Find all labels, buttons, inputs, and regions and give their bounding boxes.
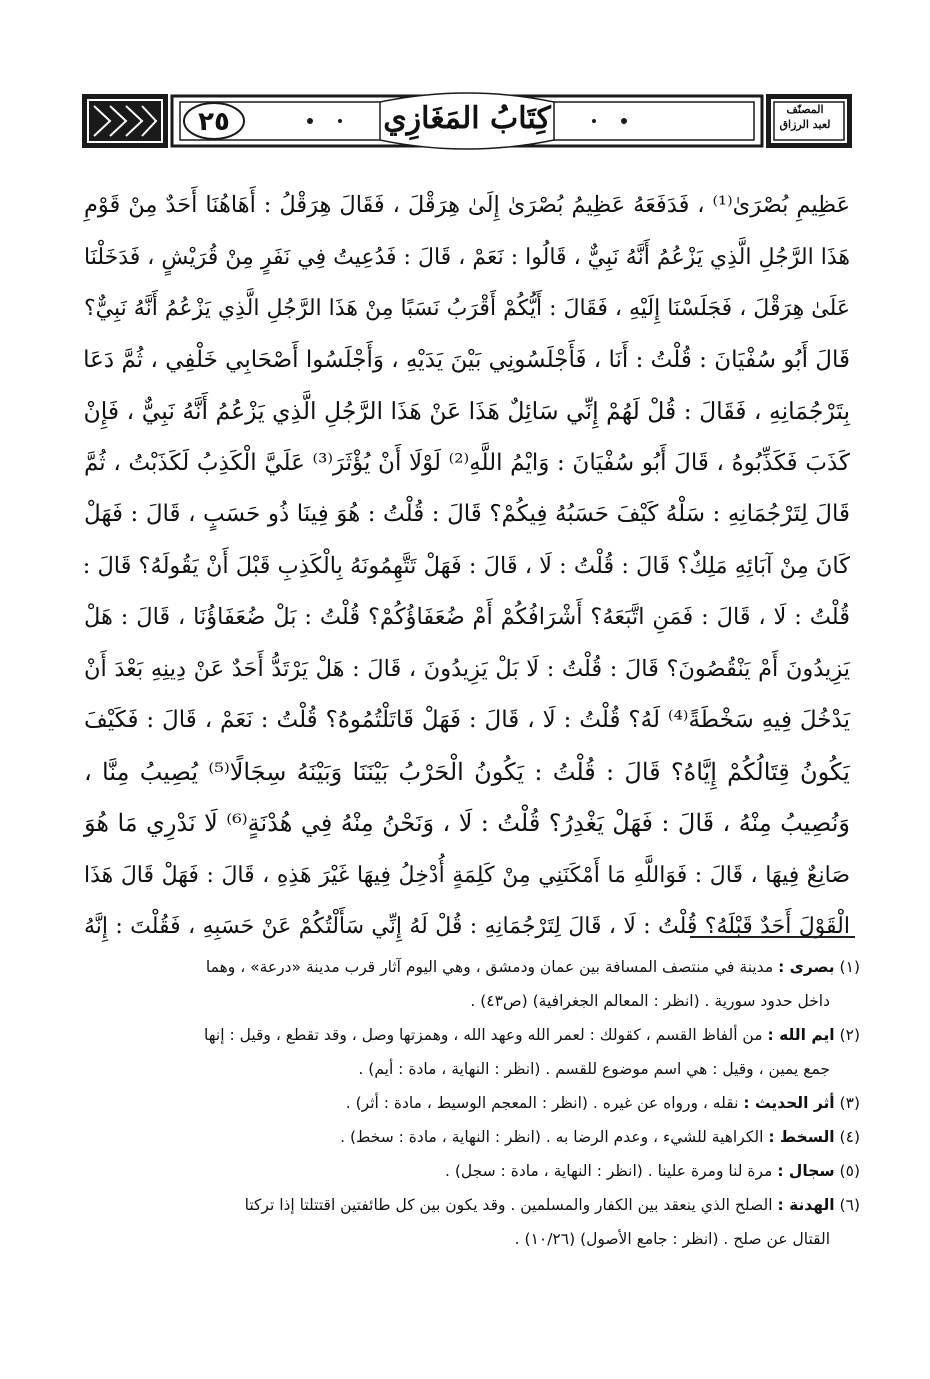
text-line: هَذَا الرَّجُلِ الَّذِي يَزْعُمُ أَنَّهُ نَبِيٌّ ، قَالُوا : نَعَمْ ، قَالَ : فَدُعِيتُ فِي نَفَرٍ مِنْ قُرَيْشٍ ، فَدَخَلْنَا	[84, 244, 850, 270]
footnote-text: جمع يمين ، وقيل : هي اسم موضوع للقسم . (انظر : النهاية ، مادة : أيم) .	[358, 1060, 830, 1078]
footnote	[90, 1018, 860, 1086]
footnote-line	[90, 950, 860, 984]
emblem-line-2: لعبد الرزاق	[779, 118, 831, 131]
footnote-text: من ألفاظ القسم ، كقولك : لعمر الله وعهد الله ، وهمزتها وصل ، وقد تقطع ، وقيل : إنها	[204, 1026, 763, 1044]
text-line: كَانَ مِنْ آبَائِهِ مَلِكٌ؟ قَالَ : قُلْتُ : لَا ، قَالَ : فَهَلْ تَتَّهِمُونَهُ بِالْكَذِبِ قَبْلَ أَنْ يَقُولَهُ؟ قَالَ :	[82, 552, 850, 579]
footnote-line	[90, 1222, 860, 1256]
footnotes	[90, 950, 860, 1256]
footnote-text: مرة لنا ومرة علينا . (انظر : النهاية ، مادة : سجل) .	[444, 1162, 773, 1180]
footnote-number: (٤)	[839, 1128, 860, 1146]
footnote-text: داخل حدود سورية . (انظر : المعالم الجغرافية) (ص٤٣) .	[470, 992, 830, 1010]
text-line: يَزِيدُونَ أَمْ يَنْقُصُونَ؟ قَالَ : قُلْتُ : لَا بَلْ يَزِيدُونَ ، قَالَ : هَلْ يَرْتَدُّ أَحَدٌ عَنْ دِينِهِ بَعْدَ أَنْ	[84, 655, 850, 682]
text-line: قَالَ لِتَرْجُمَانِهِ : سَلْهُ كَيْفَ حَسَبُهُ فِيكُمْ؟ قَالَ : قُلْتُ : هُوَ فِينَا ذُو حَسَبٍ ، قَالَ : فَهَلْ	[84, 501, 850, 527]
text-line: الْقَوْلَ أَحَدٌ قَبْلَهُ؟ قُلْتُ : لَا ، قَالَ لِتَرْجُمَانِهِ : قُلْ لَهُ إِنِّي سَأَلْتُكُمْ عَنْ حَسَبِهِ ، فَقُلْتَ : إِنَّهُ	[84, 914, 850, 939]
footnote-number: (٦)	[839, 1196, 860, 1214]
footnote-text: الكراهية للشيء ، وعدم الرضا به . (انظر : النهاية ، مادة : سخط) .	[340, 1128, 764, 1146]
footnote-divider	[690, 936, 855, 938]
footnote	[90, 1120, 860, 1154]
footnote-number: (١)	[839, 958, 860, 976]
footnote	[90, 1086, 860, 1120]
footnote-term: الهدنة :	[777, 1196, 835, 1214]
footnote-term: السخط :	[768, 1128, 835, 1146]
emblem-line-1: المصنّف	[786, 103, 824, 116]
footnote-term: سجال :	[777, 1162, 835, 1180]
text-line: يَكُونُ قِتَالُكُمْ إِيَّاهُ؟ قَالَ : قُلْتُ : يَكُونُ الْحَرْبُ بَيْنَنَا وَبَيْنَهُ سِجَالًا⁽⁵⁾ يُصِيبُ مِنَّا ،	[84, 757, 850, 786]
text-line: صَانِعٌ فِيهَا ، قَالَ : فَوَاللَّهِ مَا أَمْكَنَنِي مِنْ كَلِمَةٍ أُدْخِلُ فِيهَا غَيْرَ هَذِهِ ، قَالَ : فَهَلْ قَالَ هَذَا	[84, 862, 850, 888]
footnote-term: أثر الحديث :	[743, 1094, 835, 1112]
footnote-term: بصرى :	[778, 958, 835, 976]
text-line: وَنُصِيبُ مِنْهُ ، قَالَ : فَهَلْ يَغْدِرُ؟ قُلْتُ : لَا ، وَنَحْنُ مِنْهُ فِي هُدْنَةٍ⁽⁶⁾ لَا نَدْرِي مَا هُوَ	[84, 809, 850, 837]
text-line: كَذَبَ فَكَذِّبُوهُ ، قَالَ أَبُو سُفْيَانَ : وَايْمُ اللَّهِ⁽²⁾ لَوْلَا أَنْ يُؤْثَرَ⁽³⁾ عَلَيَّ الْكَذِبُ لَكَذَبْتُ ، ثُمَّ	[84, 449, 851, 476]
footnote	[90, 1188, 860, 1256]
footnote-number: (٣)	[839, 1094, 860, 1112]
text-line: عَلَىٰ هِرَقْلَ ، فَجَلَسْنَا إِلَيْهِ ، فَقَالَ : أَيُّكُمْ أَقْرَبُ نَسَبًا مِنْ هَذَا الرَّجُلِ الَّذِي يَزْعُمُ أَنَّهُ نَبِيٌّ؟	[84, 296, 850, 321]
footnote	[90, 950, 860, 1018]
footnote-line	[90, 1086, 860, 1120]
footnote-line	[90, 1154, 860, 1188]
footnote-line	[90, 1052, 860, 1086]
footnote-text: القتال عن صلح . (انظر : جامع الأصول) (١٠/٢٦) .	[514, 1230, 830, 1248]
footnote-line	[90, 984, 860, 1018]
page-number: ٢٥	[198, 107, 230, 137]
footnote-line	[90, 1188, 860, 1222]
footnote-line	[90, 1120, 860, 1154]
page-header	[80, 88, 854, 154]
footnote-text: مدينة في منتصف المسافة بين عمان ودمشق ، وهي اليوم آثار قرب مدينة «درعة» ، وهما	[205, 958, 774, 976]
publisher-emblem	[774, 102, 836, 142]
text-line: بِتَرْجُمَانِهِ ، فَقَالَ : قُلْ لَهُمْ إِنِّي سَائِلٌ هَذَا عَنْ هَذَا الرَّجُلِ الَّذِي يَزْعُمُ أَنَّهُ نَبِيٌّ ، فَإِنْ	[83, 397, 850, 425]
footnote-line	[90, 1018, 860, 1052]
book-title: كِتَابُ المَغَازِي	[383, 101, 551, 136]
footnote-number: (٥)	[839, 1162, 860, 1180]
text-line: قُلْتُ : لَا ، قَالَ : فَمَنِ اتَّبَعَهُ؟ أَشْرَافُكُمْ أَمْ ضُعَفَاؤُكُمْ؟ قُلْتُ : بَلْ ضُعَفَاؤُنَا ، قَالَ : هَلْ	[84, 604, 850, 630]
text-line: يَدْخُلَ فِيهِ سَخْطَةً⁽⁴⁾ لَهُ؟ قُلْتُ : لَا ، قَالَ : فَهَلْ قَاتَلْتُمُوهُ؟ قُلْتُ : نَعَمْ ، قَالَ : فَكَيْفَ	[84, 707, 851, 733]
footnote-term: ايم الله :	[767, 1026, 835, 1044]
text-line: قَالَ أَبُو سُفْيَانَ : قُلْتُ : أَنَا ، فَأَجْلَسُونِي بَيْنَ يَدَيْهِ ، وَأَجْلَسُوا أَصْحَابِي خَلْفِي ، ثُمَّ دَعَا	[83, 346, 850, 373]
footnote-text: الصلح الذي ينعقد بين الكفار والمسلمين . وقد يكون بين كل طائفتين اقتتلتا إذا تركتا	[244, 1196, 773, 1214]
footnote-number: (٢)	[839, 1026, 860, 1044]
main-text	[84, 180, 850, 953]
footnote-text: نقله ، ورواه عن غيره . (انظر : المعجم الوسيط ، مادة : أثر) .	[345, 1094, 739, 1112]
text-line: عَظِيمِ بُصْرَىٰ⁽¹⁾ ، فَدَفَعَهُ عَظِيمُ بُصْرَىٰ إِلَىٰ هِرَقْلَ ، فَقَالَ هِرَقْلُ : أَهَاهُنَا أَحَدٌ مِنْ قَوْمِ	[84, 192, 850, 218]
footnote	[90, 1154, 860, 1188]
